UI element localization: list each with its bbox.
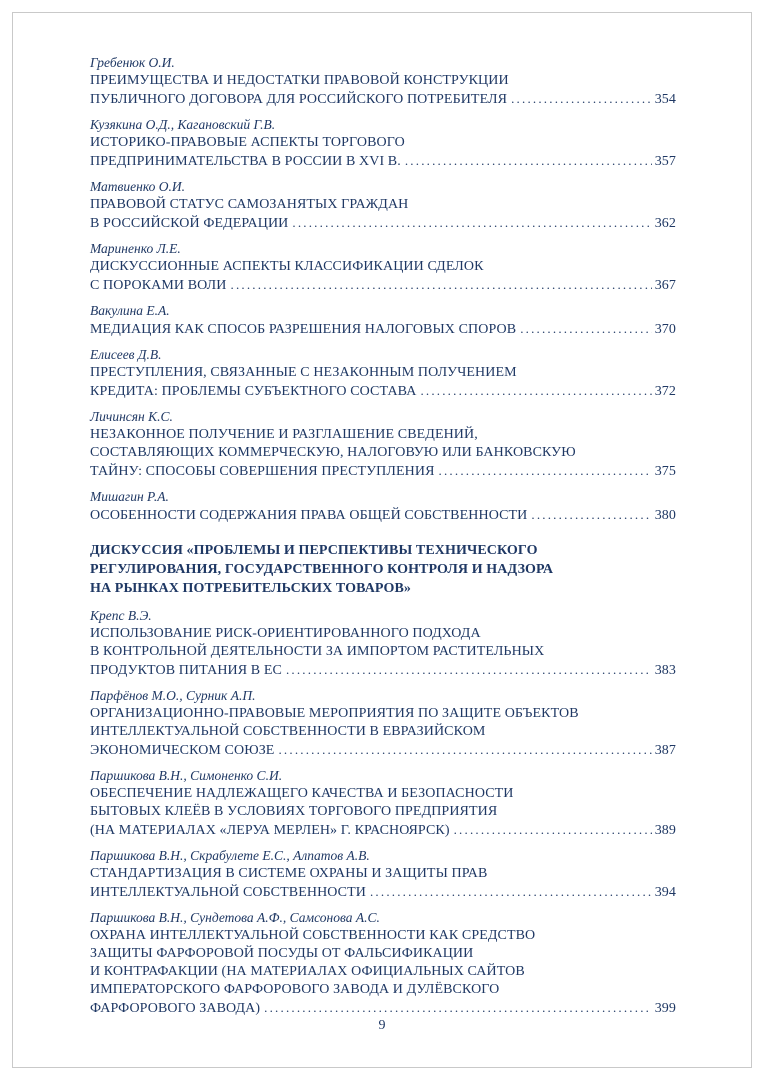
entry-authors: Крепс В.Э. (90, 608, 152, 623)
entry-page-number: 370 (654, 322, 676, 337)
entry-title-line: ПРЕИМУЩЕСТВА И НЕДОСТАТКИ ПРАВОВОЙ КОНСТРУКЦИИ (90, 73, 509, 88)
entry-title-line: БЫТОВЫХ КЛЕЁВ В УСЛОВИЯХ ТОРГОВОГО ПРЕДПРИЯТИЯ (90, 804, 498, 819)
entry-title-line (90, 741, 676, 760)
entry-title-text: ЭКОНОМИЧЕСКОМ СОЮЗЕ (90, 743, 275, 758)
entry-page-number: 357 (654, 154, 676, 169)
toc-entry (90, 909, 676, 1018)
entry-title-text: ТАЙНУ: СПОСОБЫ СОВЕРШЕНИЯ ПРЕСТУПЛЕНИЯ (90, 464, 435, 479)
dot-leader (439, 462, 652, 481)
dot-leader (405, 152, 652, 171)
entry-title-text: ПУБЛИЧНОГО ДОГОВОРА ДЛЯ РОССИЙСКОГО ПОТРЕБИТЕЛЯ (90, 92, 508, 107)
entry-title-line: ПРЕСТУПЛЕНИЯ, СВЯЗАННЫЕ С НЕЗАКОННЫМ ПОЛУЧЕНИЕМ (90, 365, 517, 380)
entry-page-number: 383 (654, 663, 676, 678)
toc-entry (90, 847, 676, 902)
entry-page-number: 380 (654, 508, 676, 523)
dot-leader (511, 90, 652, 109)
entry-title-text: ИНТЕЛЛЕКТУАЛЬНОЙ СОБСТВЕННОСТИ (90, 885, 366, 900)
entry-title-text: МЕДИАЦИЯ КАК СПОСОБ РАЗРЕШЕНИЯ НАЛОГОВЫХ СПОРОВ (90, 322, 517, 337)
dot-leader (292, 214, 651, 233)
entry-title-line (90, 506, 676, 525)
entry-title-line: ОРГАНИЗАЦИОННО-ПРАВОВЫЕ МЕРОПРИЯТИЯ ПО ЗАЩИТЕ ОБЪЕКТОВ (90, 706, 579, 721)
entry-authors: Паршикова В.Н., Скрабулете Е.С., Алпатов А.В. (90, 848, 370, 863)
entry-title-line (90, 462, 676, 481)
entry-page-number: 399 (654, 1001, 676, 1016)
entry-authors: Мариненко Л.Е. (90, 241, 181, 256)
entry-title-line: ИМПЕРАТОРСКОГО ФАРФОРОВОГО ЗАВОДА И ДУЛЁВСКОГО (90, 982, 500, 997)
entry-title-line: НЕЗАКОННОЕ ПОЛУЧЕНИЕ И РАЗГЛАШЕНИЕ СВЕДЕНИЙ, (90, 427, 478, 442)
entry-title-line: СТАНДАРТИЗАЦИЯ В СИСТЕМЕ ОХРАНЫ И ЗАЩИТЫ ПРАВ (90, 866, 488, 881)
entry-page-number: 389 (654, 823, 676, 838)
entry-page-number: 387 (654, 743, 676, 758)
section-heading-line: ДИСКУССИЯ «ПРОБЛЕМЫ И ПЕРСПЕКТИВЫ ТЕХНИЧЕСКОГО (90, 543, 538, 558)
page-number: 9 (378, 1018, 386, 1033)
dot-leader (454, 821, 652, 840)
entry-page-number: 394 (654, 885, 676, 900)
section-heading (90, 541, 676, 598)
entry-title-line (90, 276, 676, 295)
entry-authors: Вакулина Е.А. (90, 303, 170, 318)
entry-title-line (90, 152, 676, 171)
entry-authors: Елисеев Д.В. (90, 347, 162, 362)
toc-entry (90, 687, 676, 760)
entry-title-line: И КОНТРАФАКЦИИ (НА МАТЕРИАЛАХ ОФИЦИАЛЬНЫХ САЙТОВ (90, 964, 525, 979)
entry-title-line: ИСТОРИКО-ПРАВОВЫЕ АСПЕКТЫ ТОРГОВОГО (90, 135, 405, 150)
entry-title-text: ПРОДУКТОВ ПИТАНИЯ В ЕС (90, 663, 282, 678)
entry-title-text: С ПОРОКАМИ ВОЛИ (90, 278, 227, 293)
toc-entry (90, 607, 676, 680)
entry-title-line (90, 320, 676, 339)
entry-title-line (90, 661, 676, 680)
entry-page-number: 362 (654, 216, 676, 231)
toc-entry (90, 54, 676, 109)
dot-leader (278, 741, 651, 760)
entry-title-text: ПРЕДПРИНИМАТЕЛЬСТВА В РОССИИ В XVI В. (90, 154, 401, 169)
entry-title-line (90, 883, 676, 902)
entry-title-text: ФАРФОРОВОГО ЗАВОДА) (90, 1001, 261, 1016)
entry-title-line: ИСПОЛЬЗОВАНИЕ РИСК-ОРИЕНТИРОВАННОГО ПОДХОДА (90, 626, 481, 641)
entry-title-text: КРЕДИТА: ПРОБЛЕМЫ СУБЪЕКТНОГО СОСТАВА (90, 384, 417, 399)
entry-title-line (90, 821, 676, 840)
toc-entry (90, 408, 676, 481)
entry-title-line: ОХРАНА ИНТЕЛЛЕКТУАЛЬНОЙ СОБСТВЕННОСТИ КАК СРЕДСТВО (90, 928, 536, 943)
entry-authors: Парфёнов М.О., Сурник А.П. (90, 688, 256, 703)
dot-leader (231, 276, 652, 295)
entry-title-line (90, 382, 676, 401)
entry-title-text: ОСОБЕННОСТИ СОДЕРЖАНИЯ ПРАВА ОБЩЕЙ СОБСТВЕННОСТИ (90, 508, 528, 523)
entry-title-line: ОБЕСПЕЧЕНИЕ НАДЛЕЖАЩЕГО КАЧЕСТВА И БЕЗОПАСНОСТИ (90, 786, 514, 801)
entry-title-text: В РОССИЙСКОЙ ФЕДЕРАЦИИ (90, 216, 289, 231)
entry-title-line: В КОНТРОЛЬНОЙ ДЕЯТЕЛЬНОСТИ ЗА ИМПОРТОМ РАСТИТЕЛЬНЫХ (90, 644, 545, 659)
dot-leader (531, 506, 651, 525)
entry-authors: Гребенюк О.И. (90, 55, 175, 70)
toc (90, 54, 676, 1025)
dot-leader (370, 883, 652, 902)
entry-page-number: 354 (654, 92, 676, 107)
entry-authors: Личинсян К.С. (90, 409, 173, 424)
toc-entry (90, 767, 676, 840)
toc-entry (90, 116, 676, 171)
entry-authors: Паршикова В.Н., Симоненко С.И. (90, 768, 283, 783)
dot-leader (420, 382, 651, 401)
entry-authors: Мишагин Р.А. (90, 489, 169, 504)
toc-entry (90, 346, 676, 401)
entry-title-line (90, 214, 676, 233)
entry-title-line (90, 90, 676, 109)
entry-title-line: СОСТАВЛЯЮЩИХ КОММЕРЧЕСКУЮ, НАЛОГОВУЮ ИЛИ БАНКОВСКУЮ (90, 445, 576, 460)
entry-title-line: ДИСКУССИОННЫЕ АСПЕКТЫ КЛАССИФИКАЦИИ СДЕЛОК (90, 259, 484, 274)
dot-leader (520, 320, 652, 339)
entry-title-line (90, 999, 676, 1018)
toc-entry (90, 240, 676, 295)
toc-entry (90, 302, 676, 339)
entry-title-text: (НА МАТЕРИАЛАХ «ЛЕРУА МЕРЛЕН» Г. КРАСНОЯРСК) (90, 823, 450, 838)
section-heading-line: РЕГУЛИРОВАНИЯ, ГОСУДАРСТВЕННОГО КОНТРОЛЯ И НАДЗОРА (90, 562, 554, 577)
entry-title-line: ПРАВОВОЙ СТАТУС САМОЗАНЯТЫХ ГРАЖДАН (90, 197, 409, 212)
entry-page-number: 367 (654, 278, 676, 293)
entry-authors: Матвиенко О.И. (90, 179, 186, 194)
toc-entry (90, 488, 676, 525)
entry-authors: Кузякина О.Д., Кагановский Г.В. (90, 117, 276, 132)
toc-entry (90, 178, 676, 233)
entry-authors: Паршикова В.Н., Сундетова А.Ф., Самсонова А.С. (90, 910, 380, 925)
entry-title-line: ИНТЕЛЛЕКТУАЛЬНОЙ СОБСТВЕННОСТИ В ЕВРАЗИЙСКОМ (90, 724, 486, 739)
entry-title-line: ЗАЩИТЫ ФАРФОРОВОЙ ПОСУДЫ ОТ ФАЛЬСИФИКАЦИИ (90, 946, 474, 961)
dot-leader (286, 661, 652, 680)
entry-page-number: 372 (654, 384, 676, 399)
entry-page-number: 375 (654, 464, 676, 479)
dot-leader (264, 999, 652, 1018)
section-heading-line: НА РЫНКАХ ПОТРЕБИТЕЛЬСКИХ ТОВАРОВ» (90, 581, 412, 596)
